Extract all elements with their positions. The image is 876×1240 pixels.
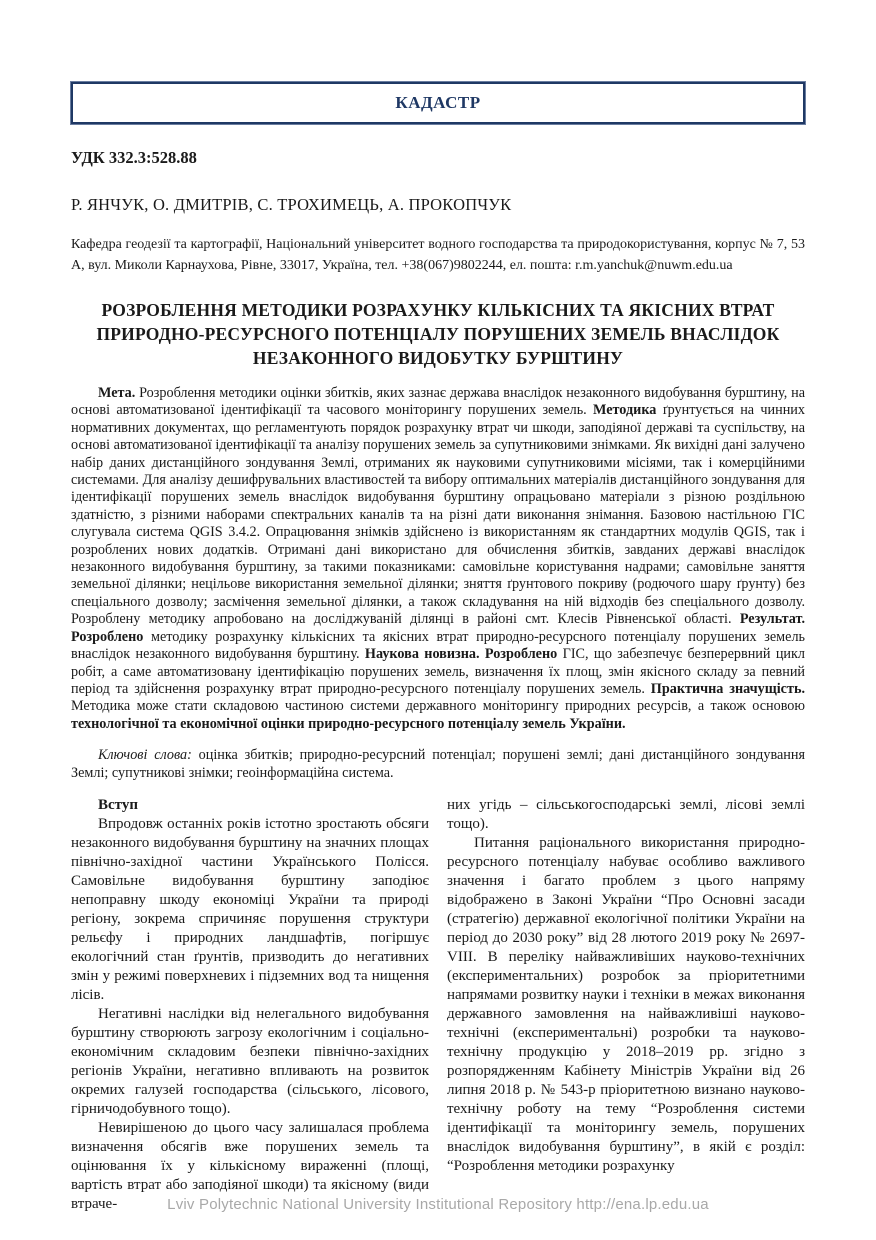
repository-footer: Lviv Polytechnic National University Institutional Repository http://ena.lp.edu.ua xyxy=(167,1196,709,1213)
paper-title: РОЗРОБЛЕННЯ МЕТОДИКИ РОЗРАХУНКУ КІЛЬКІСНИХ ТА ЯКІСНИХ ВТРАТ ПРИРОДНО-РЕСУРСНОГО ПОТЕНЦІАЛУ ПОРУШЕНИХ ЗЕМЕЛЬ ВНАСЛІДОК НЕЗАКОННОГО ВИДОБУТКУ БУРШТИНУ xyxy=(96,300,780,368)
intro-heading: Вступ xyxy=(98,797,138,814)
body-paragraph: Негативні наслідки від нелегального видобування бурштину створюють загрозу екологічним і соціально-економічним складовим безпеки північно-західних регіонів України, негативно впливають на розвиток окремих галузей господарства (сільського, лісового, гірничодобувного тощо). xyxy=(71,1006,429,1118)
abstract-text: ґрунтується на чинних нормативних документах, що регламентують порядок розрахунку втрат чи шкоди, заподіяної державі та суспільству, на основі автоматизованої ідентифікації та аналізу порушених земель за супутниковими знімками. Як вихідні дані залучено набір даних дистанційного зондування Землі, отриманих як науковими супутниковими місіями, так і комерційними системами. Для аналізу дешифрувальних властивостей та вибору оптимальних матеріалів дистанційного зондування для ідентифікації порушених земель внаслідок видобування бурштину опрацьовано матеріали з різною роздільною здатністю, з різними наборами спектральних каналів та на різні дати виконання знімання. Базовою настільною ГІС слугувала система QGIS 3.4.2. Опрацювання знімків здійснено із використанням як стандартних модулів QGIS, так і розроблених нових додатків. Отримані дані використано для обчислення збитків, завданих державі внаслідок незаконного видобування бурштину, за такими показниками: самовільне користування надрами; самовільне заняття земельної ділянки; нецільове використання земельної ділянки; зняття ґрунтового покриву (родючого шару ґрунту) без спеціального дозволу; засмічення земельної ділянки, а також складування на ній відходів без спеціального дозволу. Розроблену методику апробовано на досліджуваній ділянці в районі смт. Клесів Рівненської області. xyxy=(71,402,805,628)
abstract-text: ГІС, що забезпечує безперервний цикл робіт, а саме автоматизовану ідентифікацію порушених земель, визначення їх площ, змін якісного складу за певний період та здійснення розрахунку втрат природно-ресурсного потенціалу порушених земель. xyxy=(71,646,806,697)
rubric-label: КАДАСТР xyxy=(395,93,481,112)
body-paragraph: Невирішеною до цього часу залишалася проблема визначення обсягів вже порушених земель та оцінювання їх у кількісному вираженні (площі, вартість втрат або заподіяної шкоди) та якісному (види втраче- xyxy=(71,1120,429,1213)
keywords-paragraph xyxy=(71,747,805,782)
body-paragraph-continuation: них угідь – сільськогосподарські землі, лісові землі тощо). xyxy=(447,797,805,833)
abstract-text: Методика може стати складовою частиною системи державного моніторингу природних ресурсів, а також основою xyxy=(71,698,805,715)
abstract-text: Розроблення методики оцінки збитків, яких зазнає держава внаслідок незаконного видобування бурштину, на основі автоматизованої ідентифікації та часового моніторингу порушених земель. xyxy=(71,385,805,419)
abstract-label-novyzna: Наукова новизна. Розроблено xyxy=(364,646,558,663)
authors-line: Р. ЯНЧУК, О. ДМИТРІВ, С. ТРОХИМЕЦЬ, А. ПРОКОПЧУК xyxy=(71,195,512,214)
abstract-label-znachushchist: Практична значущість. xyxy=(650,680,805,697)
abstract-text: методику розрахунку кількісних та якісних втрат природно-ресурсного потенціалу порушених земель внаслідок незаконного видобування бурштину. xyxy=(71,628,805,663)
left-column xyxy=(71,796,429,1214)
body-paragraph: Питання раціонального використання природно-ресурсного потенціалу набуває особливо важливого значення і багато проблем з цього напряму відображено в Законі України “Про Основні засади (стратегію) державної екологічної політики України на період до 2030 року” від 28 лютого 2019 року № 2697-VIII. В переліку найважливіших науково-технічних (експериментальних) розробок за пріоритетними напрямами розвитку науки і техніки в межах виконання державного замовлення на найважливіші науково-технічні (експериментальні) розробки та науково- технічну продукцію у 2018–2019 рр. згідно з розпорядженням Кабінету Міністрів України від 26 липня 2018 р. № 543-р пріоритетною визнано науково-технічну роботу на тему “Розроблення системи ідентифікації та моніторингу земель, порушених внаслідок видобування бурштину”, в якій є розділ: “Розроблення методики розрахунку xyxy=(447,835,805,1175)
abstract-label-rezultat: Результат. Розроблено xyxy=(71,611,805,645)
abstract-label-meta: Мета. xyxy=(98,385,136,401)
page-content xyxy=(71,0,805,1214)
keywords-text: оцінка збитків; природно-ресурсний потенціал; порушені землі; дані дистанційного зондування Землі; супутникові знімки; геоінформаційна система. xyxy=(71,747,805,781)
abstract-paragraph xyxy=(71,385,805,733)
body-paragraph: Впродовж останніх років істотно зростають обсяги незаконного видобування бурштину на значних площах північно-західної частини Українського Полісся. Самовільне видобування бурштину заподіює непоправну шкоду економіці України та природі регіону, зокрема спричиняє порушення структури рельєфу і природних ландшафтів, погіршує екологічний стан ґрунтів, призводить до негативних змін у режимі поверхневих і підземних вод та нищення лісів. xyxy=(71,816,429,1004)
keywords-label: Ключові слова: xyxy=(98,747,192,764)
right-column xyxy=(447,796,805,1214)
udc-code: УДК 332.3:528.88 xyxy=(71,148,197,167)
two-column-body xyxy=(71,796,805,1214)
abstract-label-metodyka: Методика xyxy=(593,402,657,419)
affiliation-text: Кафедра геодезії та картографії, Національний університет водного господарства та природокористування, корпус № 7, 53 А, вул. Миколи Карнаухова, Рівне, 33017, Україна, тел. +38(067)9802244, ел. пошта: r.m.yanchuk@nuwm.edu.ua xyxy=(71,237,805,273)
abstract-bold-ending: технологічної та економічної оцінки природно-ресурсного потенціалу земель України. xyxy=(71,715,626,732)
rubric-box xyxy=(71,82,805,124)
